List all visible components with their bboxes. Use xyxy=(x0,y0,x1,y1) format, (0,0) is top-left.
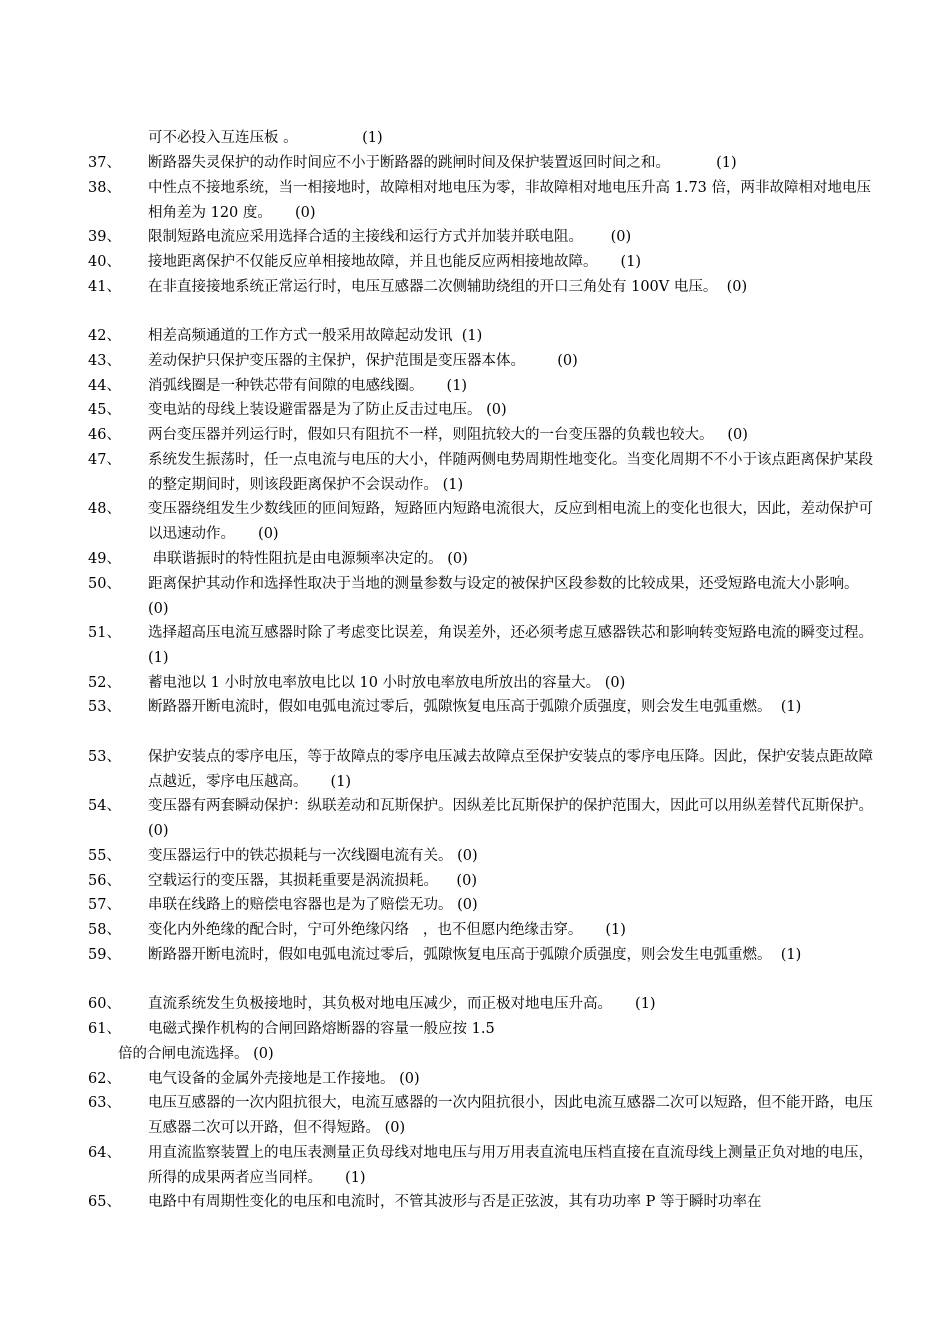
item-text: 电路中有周期性变化的电压和电流时，不管其波形与否是正弦波，其有功功率 P 等于瞬时功率在 xyxy=(148,1194,762,1210)
item-number: 63、 xyxy=(88,1095,121,1111)
item-number: 47、 xyxy=(88,452,121,468)
list-item xyxy=(88,572,882,621)
list-item xyxy=(88,1190,878,1215)
item-number: 46、 xyxy=(88,427,121,443)
item-number: 41、 xyxy=(88,279,121,295)
item-text: 变压器运行中的铁芯损耗与一次线圈电流有关。 (0) xyxy=(148,848,478,864)
item-text: 电压互感器的一次内阻抗很大，电流互感器的一次内阻抗很小，因此电流互感器二次可以短路，但不能开路，电压互感器二次可以开路，但不得短路。 (0) xyxy=(148,1095,873,1136)
item-number: 56、 xyxy=(88,873,121,889)
list-item xyxy=(88,1141,878,1190)
list-item xyxy=(88,869,878,894)
item-text: 接地距离保护不仅能反应单相接地故障，并且也能反应两相接地故障。 (1) xyxy=(148,254,642,270)
list-item xyxy=(88,176,878,225)
list-item xyxy=(88,497,878,546)
list-item xyxy=(88,324,878,349)
item-number: 54、 xyxy=(88,798,121,814)
list-item xyxy=(88,695,878,720)
item-text: 直流系统发生负极接地时，其负极对地电压减少，而正极对地电压升高。 (1) xyxy=(148,996,656,1012)
list-item xyxy=(88,671,878,696)
item-text: 消弧线圈是一种铁芯带有间隙的电感线圈。 (1) xyxy=(148,378,468,394)
item-number: 50、 xyxy=(88,576,121,592)
continuation-line: 可不必投入互连压板 。 (1) xyxy=(148,130,383,146)
item-number: 53、 xyxy=(88,749,121,765)
item-number: 59、 xyxy=(88,947,121,963)
item-number: 43、 xyxy=(88,353,121,369)
item-text: 变化内外绝缘的配合时，宁可外绝缘闪络 ，也不但愿内绝缘击穿。 (1) xyxy=(148,922,626,938)
item-text: 两台变压器并列运行时，假如只有阻抗不一样，则阻抗较大的一台变压器的负载也较大。 (0) xyxy=(148,427,748,443)
item-text: 变压器绕组发生少数线匝的匝间短路，短路匝内短路电流很大，反应到相电流上的变化也很大，因此，差动保护可以迅速动作。 (0) xyxy=(148,501,873,542)
item-text: 用直流监察装置上的电压表测量正负母线对地电压与用万用表直流电压档直接在直流母线上测量正负对地的电压，所得的成果两者应当同样。 (1) xyxy=(148,1145,873,1186)
item-text: 断路器失灵保护的动作时间应不小于断路器的跳闸时间及保护装置返回时间之和。 (1) xyxy=(148,155,737,171)
item-text: 电磁式操作机构的合闸回路熔断器的容量一般应按 1.5 xyxy=(148,1021,495,1037)
list-item xyxy=(88,918,878,943)
item-text: 差动保护只保护变压器的主保护，保护范围是变压器本体。 (0) xyxy=(148,353,578,369)
item-number: 45、 xyxy=(88,402,121,418)
item-number: 61、 xyxy=(88,1021,121,1037)
item-text: 距离保护其动作和选择性取决于当地的测量参数与设定的被保护区段参数的比较成果，还受短路电流大小影响。 (0) xyxy=(148,576,882,617)
item-number: 38、 xyxy=(88,180,121,196)
item-number: 53、 xyxy=(88,699,121,715)
list-item xyxy=(88,151,878,176)
list-item xyxy=(88,1017,878,1042)
item-number: 65、 xyxy=(88,1194,121,1210)
item-text: 保护安装点的零序电压，等于故障点的零序电压减去故障点至保护安装点的零序电压降。因此，保护安装点距故障点越近，零序电压越高。 (1) xyxy=(148,749,873,790)
list-item xyxy=(88,992,878,1017)
item-text: 中性点不接地系统，当一相接地时，故障相对地电压为零，非故障相对地电压升高 1.73 倍，两非故障相对地电压相角差为 120 度。 (0) xyxy=(148,180,871,221)
list-item xyxy=(88,943,878,968)
item-text: 电气设备的金属外壳接地是工作接地。 (0) xyxy=(148,1071,420,1087)
item-number: 44、 xyxy=(88,378,121,394)
item-text: 空载运行的变压器，其损耗重要是涡流损耗。 (0) xyxy=(148,873,477,889)
list-item xyxy=(88,398,878,423)
list-item xyxy=(88,225,878,250)
list-item xyxy=(88,448,878,497)
item-text: 在非直接接地系统正常运行时，电压互感器二次侧辅助绕组的开口三角处有 100V 电压。 (0) xyxy=(148,279,748,295)
list-item xyxy=(88,1067,878,1092)
list-item xyxy=(88,893,878,918)
item-text: 系统发生振荡时，任一点电流与电压的大小，伴随两侧电势周期性地变化。当变化周期不不小于该点距离保护某段的整定期间时，则该段距离保护不会误动作。 (1) xyxy=(148,452,873,493)
item-text: 断路器开断电流时，假如电弧电流过零后，弧隙恢复电压高于弧隙介质强度，则会发生电弧重燃。 (1) xyxy=(148,947,802,963)
list-item xyxy=(88,250,878,275)
item-number: 40、 xyxy=(88,254,121,270)
item-number: 48、 xyxy=(88,501,121,517)
list-item xyxy=(88,275,878,300)
item-number: 52、 xyxy=(88,675,121,691)
item-number: 39、 xyxy=(88,229,121,245)
item-text: 限制短路电流应采用选择合适的主接线和运行方式并加装并联电阻。 (0) xyxy=(148,229,632,245)
item-text: 断路器开断电流时，假如电弧电流过零后，弧隙恢复电压高于弧隙介质强度，则会发生电弧重燃。 (1) xyxy=(148,699,802,715)
item-number: 60、 xyxy=(88,996,121,1012)
item-number: 42、 xyxy=(88,328,121,344)
item-number: 49、 xyxy=(88,551,121,567)
list-item xyxy=(88,844,878,869)
list-item xyxy=(88,794,910,843)
list-item xyxy=(88,374,878,399)
item-number: 62、 xyxy=(88,1071,121,1087)
item-number: 51、 xyxy=(88,625,121,641)
list-item xyxy=(88,423,878,448)
list-item xyxy=(88,621,897,670)
item-text: 变电站的母线上装设避雷器是为了防止反击过电压。 (0) xyxy=(148,402,507,418)
item-text: 串联谐振时的特性阻抗是由电源频率决定的。 (0) xyxy=(148,551,468,567)
item-text: 串联在线路上的赔偿电容器也是为了赔偿无功。 (0) xyxy=(148,897,478,913)
list-item xyxy=(88,349,878,374)
item-number: 55、 xyxy=(88,848,121,864)
list-item xyxy=(88,547,878,572)
list-item xyxy=(88,1091,878,1140)
item-text: 选择超高压电流互感器时除了考虑变比误差，角误差外，还必须考虑互感器铁芯和影响转变短路电流的瞬变过程。 (1) xyxy=(148,625,897,666)
item-number: 58、 xyxy=(88,922,121,938)
item-number: 57、 xyxy=(88,897,121,913)
item-61-continuation: 倍的合闸电流选择。 (0) xyxy=(118,1046,274,1062)
item-text: 蓄电池以 1 小时放电率放电比以 10 小时放电率放电所放出的容量大。 (0) xyxy=(148,675,626,691)
item-text: 变压器有两套瞬动保护：纵联差动和瓦斯保护。因纵差比瓦斯保护的保护范围大，因此可以用纵差替代瓦斯保护。 (0) xyxy=(148,798,910,839)
item-number: 64、 xyxy=(88,1145,121,1161)
item-number: 37、 xyxy=(88,155,121,171)
item-text: 相差高频通道的工作方式一般采用故障起动发讯 (1) xyxy=(148,328,483,344)
list-item xyxy=(88,745,878,794)
